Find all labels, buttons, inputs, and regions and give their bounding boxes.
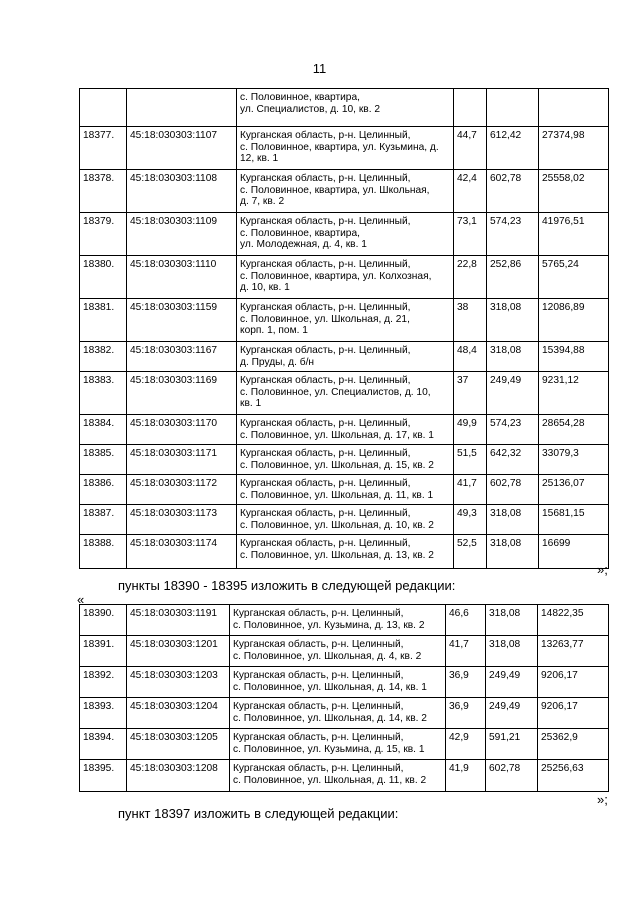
area-cell: 41,7 [454, 475, 487, 505]
address-cell: Курганская область, р-н. Целинный, с. Половинное, ул. Школьная, д. 11, кв. 2 [230, 760, 446, 792]
address-cell: Курганская область, р-н. Целинный, с. Половинное, квартира, ул. Кузьмина, д. 12, кв. 1 [237, 127, 454, 170]
cadastral-number-cell: 45:18:030303:1171 [127, 445, 237, 475]
row-number-cell: 18390. [80, 605, 127, 636]
instruction-text-2: пункт 18397 изложить в следующей редакции: [118, 806, 399, 821]
table-row [80, 535, 609, 569]
instruction-text-1: пункты 18390 - 18395 изложить в следующей редакции: [118, 578, 456, 593]
row-number-cell: 18383. [80, 372, 127, 415]
cadastral-number-cell: 45:18:030303:1107 [127, 127, 237, 170]
table-row [80, 760, 609, 792]
address-cell: Курганская область, р-н. Целинный, с. Половинное, квартира, ул. Молодежная, д. 4, кв. 1 [237, 213, 454, 256]
cadastral-number-cell: 45:18:030303:1173 [127, 505, 237, 535]
row-number-cell: 18382. [80, 342, 127, 372]
area-cell: 37 [454, 372, 487, 415]
row-number-cell: 18381. [80, 299, 127, 342]
cadastral-value-cell: 25558,02 [539, 170, 609, 213]
cadastral-number-cell: 45:18:030303:1159 [127, 299, 237, 342]
unit-price-cell: 602,78 [487, 170, 539, 213]
table-row [80, 256, 609, 299]
unit-price-cell: 318,08 [487, 505, 539, 535]
cadastral-number-cell: 45:18:030303:1208 [127, 760, 230, 792]
row-number-cell: 18395. [80, 760, 127, 792]
unit-price-cell: 574,23 [487, 415, 539, 445]
address-cell: Курганская область, р-н. Целинный, с. Половинное, ул. Кузьмина, д. 15, кв. 1 [230, 729, 446, 760]
address-cell: Курганская область, р-н. Целинный, с. Половинное, ул. Кузьмина, д. 13, кв. 2 [230, 605, 446, 636]
area-cell: 36,9 [446, 698, 486, 729]
cadastral-value-cell: 14822,35 [538, 605, 609, 636]
area-cell [454, 89, 487, 127]
unit-price-cell: 602,78 [486, 760, 538, 792]
table-row [80, 636, 609, 667]
table-row [80, 698, 609, 729]
cadastral-value-cell [539, 89, 609, 127]
area-cell: 38 [454, 299, 487, 342]
table-row [80, 213, 609, 256]
table-row [80, 445, 609, 475]
page-number: 11 [312, 61, 327, 76]
table-2-body [80, 605, 609, 792]
cadastral-value-cell: 28654,28 [539, 415, 609, 445]
opening-quote-mark: « [77, 592, 85, 607]
unit-price-cell: 318,08 [486, 636, 538, 667]
cadastral-number-cell: 45:18:030303:1191 [127, 605, 230, 636]
address-cell: Курганская область, р-н. Целинный, с. Половинное, ул. Школьная, д. 17, кв. 1 [237, 415, 454, 445]
address-cell: Курганская область, р-н. Целинный, с. Половинное, ул. Школьная, д. 14, кв. 2 [230, 698, 446, 729]
address-cell: Курганская область, р-н. Целинный, с. Половинное, квартира, ул. Школьная, д. 7, кв. 2 [237, 170, 454, 213]
property-table-1 [79, 88, 609, 569]
cadastral-value-cell: 25256,63 [538, 760, 609, 792]
unit-price-cell: 318,08 [487, 299, 539, 342]
address-cell: Курганская область, р-н. Целинный, с. Половинное, ул. Школьная, д. 14, кв. 1 [230, 667, 446, 698]
row-number-cell: 18387. [80, 505, 127, 535]
row-number-cell: 18380. [80, 256, 127, 299]
table-row [80, 127, 609, 170]
table-row [80, 729, 609, 760]
cadastral-number-cell: 45:18:030303:1167 [127, 342, 237, 372]
address-cell: Курганская область, р-н. Целинный, с. Половинное, квартира, ул. Колхозная, д. 10, кв. 1 [237, 256, 454, 299]
address-cell: Курганская область, р-н. Целинный, с. Половинное, ул. Школьная, д. 11, кв. 1 [237, 475, 454, 505]
row-number-cell: 18379. [80, 213, 127, 256]
table-1-body [80, 89, 609, 569]
address-cell: Курганская область, р-н. Целинный, с. Половинное, ул. Специалистов, д. 10, кв. 1 [237, 372, 454, 415]
unit-price-cell: 642,32 [487, 445, 539, 475]
cadastral-number-cell: 45:18:030303:1110 [127, 256, 237, 299]
area-cell: 42,4 [454, 170, 487, 213]
unit-price-cell: 591,21 [486, 729, 538, 760]
cadastral-number-cell: 45:18:030303:1109 [127, 213, 237, 256]
table-row [80, 342, 609, 372]
row-number-cell: 18386. [80, 475, 127, 505]
table-row [80, 605, 609, 636]
area-cell: 73,1 [454, 213, 487, 256]
cadastral-value-cell: 13263,77 [538, 636, 609, 667]
cadastral-value-cell: 41976,51 [539, 213, 609, 256]
cadastral-number-cell: 45:18:030303:1172 [127, 475, 237, 505]
row-number-cell: 18378. [80, 170, 127, 213]
row-number-cell: 18385. [80, 445, 127, 475]
cadastral-value-cell: 27374,98 [539, 127, 609, 170]
cadastral-value-cell: 9206,17 [538, 698, 609, 729]
area-cell: 41,9 [446, 760, 486, 792]
area-cell: 44,7 [454, 127, 487, 170]
cadastral-number-cell: 45:18:030303:1174 [127, 535, 237, 569]
address-cell: Курганская область, р-н. Целинный, с. Половинное, ул. Школьная, д. 4, кв. 2 [230, 636, 446, 667]
address-cell: Курганская область, р-н. Целинный, с. Половинное, ул. Школьная, д. 13, кв. 2 [237, 535, 454, 569]
unit-price-cell: 318,08 [486, 605, 538, 636]
address-cell: с. Половинное, квартира, ул. Специалистов, д. 10, кв. 2 [237, 89, 454, 127]
row-number-cell: 18384. [80, 415, 127, 445]
unit-price-cell: 612,42 [487, 127, 539, 170]
property-table-2 [79, 604, 609, 792]
cadastral-value-cell: 16699 [539, 535, 609, 569]
table-row [80, 299, 609, 342]
cadastral-number-cell: 45:18:030303:1203 [127, 667, 230, 698]
cadastral-value-cell: 12086,89 [539, 299, 609, 342]
row-number-cell: 18393. [80, 698, 127, 729]
cadastral-number-cell: 45:18:030303:1204 [127, 698, 230, 729]
unit-price-cell: 318,08 [487, 535, 539, 569]
cadastral-value-cell: 9206,17 [538, 667, 609, 698]
cadastral-number-cell: 45:18:030303:1170 [127, 415, 237, 445]
area-cell: 49,3 [454, 505, 487, 535]
row-number-cell: 18392. [80, 667, 127, 698]
table-row [80, 415, 609, 445]
unit-price-cell: 249,49 [486, 698, 538, 729]
cadastral-value-cell: 33079,3 [539, 445, 609, 475]
unit-price-cell: 602,78 [487, 475, 539, 505]
cadastral-value-cell: 9231,12 [539, 372, 609, 415]
cadastral-value-cell: 5765,24 [539, 256, 609, 299]
unit-price-cell: 249,49 [486, 667, 538, 698]
area-cell: 42,9 [446, 729, 486, 760]
area-cell: 46,6 [446, 605, 486, 636]
cadastral-number-cell: 45:18:030303:1205 [127, 729, 230, 760]
area-cell: 52,5 [454, 535, 487, 569]
table-row [80, 505, 609, 535]
table-row [80, 475, 609, 505]
area-cell: 49,9 [454, 415, 487, 445]
area-cell: 41,7 [446, 636, 486, 667]
closing-quote-mark-2: »; [597, 792, 608, 807]
cadastral-value-cell: 25136,07 [539, 475, 609, 505]
area-cell: 48,4 [454, 342, 487, 372]
cadastral-number-cell: 45:18:030303:1169 [127, 372, 237, 415]
area-cell: 22,8 [454, 256, 487, 299]
cadastral-value-cell: 15681,15 [539, 505, 609, 535]
row-number-cell: 18388. [80, 535, 127, 569]
row-number-cell: 18394. [80, 729, 127, 760]
address-cell: Курганская область, р-н. Целинный, с. Половинное, ул. Школьная, д. 21, корп. 1, пом. 1 [237, 299, 454, 342]
cadastral-number-cell: 45:18:030303:1108 [127, 170, 237, 213]
row-number-cell: 18377. [80, 127, 127, 170]
address-cell: Курганская область, р-н. Целинный, д. Пруды, д. б/н [237, 342, 454, 372]
unit-price-cell: 318,08 [487, 342, 539, 372]
table-row [80, 372, 609, 415]
unit-price-cell: 574,23 [487, 213, 539, 256]
unit-price-cell: 249,49 [487, 372, 539, 415]
address-cell: Курганская область, р-н. Целинный, с. Половинное, ул. Школьная, д. 15, кв. 2 [237, 445, 454, 475]
cadastral-value-cell: 25362,9 [538, 729, 609, 760]
cadastral-value-cell: 15394,88 [539, 342, 609, 372]
row-number-cell [80, 89, 127, 127]
unit-price-cell: 252,86 [487, 256, 539, 299]
table-row [80, 89, 609, 127]
row-number-cell: 18391. [80, 636, 127, 667]
address-cell: Курганская область, р-н. Целинный, с. Половинное, ул. Школьная, д. 10, кв. 2 [237, 505, 454, 535]
cadastral-number-cell [127, 89, 237, 127]
closing-quote-mark-1: »; [597, 562, 608, 577]
unit-price-cell [487, 89, 539, 127]
cadastral-number-cell: 45:18:030303:1201 [127, 636, 230, 667]
area-cell: 51,5 [454, 445, 487, 475]
table-row [80, 667, 609, 698]
area-cell: 36,9 [446, 667, 486, 698]
table-row [80, 170, 609, 213]
